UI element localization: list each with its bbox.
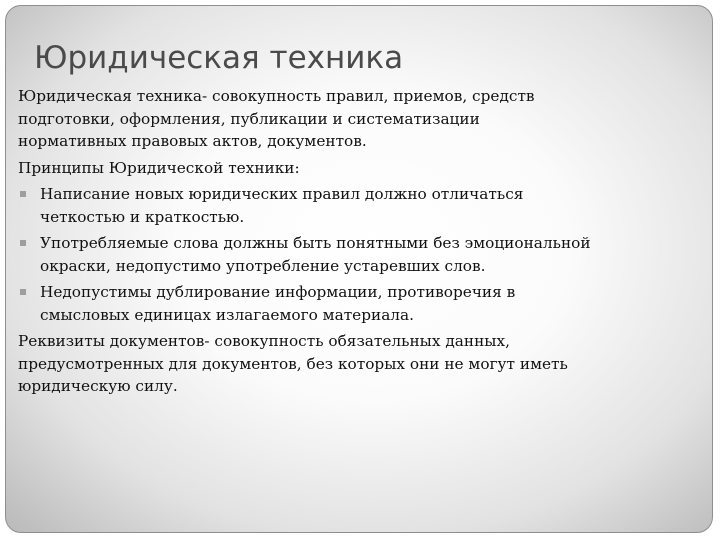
definition-line: подготовки, оформления, публикации и систематизации	[18, 109, 480, 128]
requisites-paragraph	[18, 330, 698, 398]
slide-body	[18, 85, 698, 402]
definition-paragraph	[18, 85, 698, 153]
definition-line: Юридическая техника- совокупность правил, приемов, средств	[18, 87, 535, 105]
bullet-line: окраски, недопустимо употребление устаревших слов.	[40, 256, 486, 275]
bullet-item	[18, 232, 698, 277]
square-bullet-icon	[20, 289, 26, 295]
bullet-line: смысловых единицах излагаемого материала.	[40, 305, 415, 324]
bullet-line: Употребляемые слова должны быть понятными без эмоциональной	[40, 234, 591, 252]
bullet-line: Недопустимы дублирование информации, противоречия в	[40, 283, 516, 301]
square-bullet-icon	[20, 240, 26, 246]
requisites-line: юридическую силу.	[18, 377, 178, 395]
requisites-line: предусмотренных для документов, без которых они не могут иметь	[18, 354, 568, 373]
bullet-item	[18, 183, 698, 228]
principles-heading	[18, 157, 698, 180]
slide-title: Юридическая техника	[34, 40, 404, 76]
square-bullet-icon	[20, 191, 26, 197]
requisites-line: Реквизиты документов- совокупность обязательных данных,	[18, 332, 510, 350]
principles-heading-text: Принципы Юридической техники:	[18, 158, 300, 177]
bullet-line: четкостью и краткостью.	[40, 207, 245, 226]
slide	[5, 5, 713, 533]
bullet-line: Написание новых юридических правил должно отличаться	[40, 185, 524, 203]
definition-line: нормативных правовых актов, документов.	[18, 132, 367, 150]
bullet-item	[18, 281, 698, 326]
